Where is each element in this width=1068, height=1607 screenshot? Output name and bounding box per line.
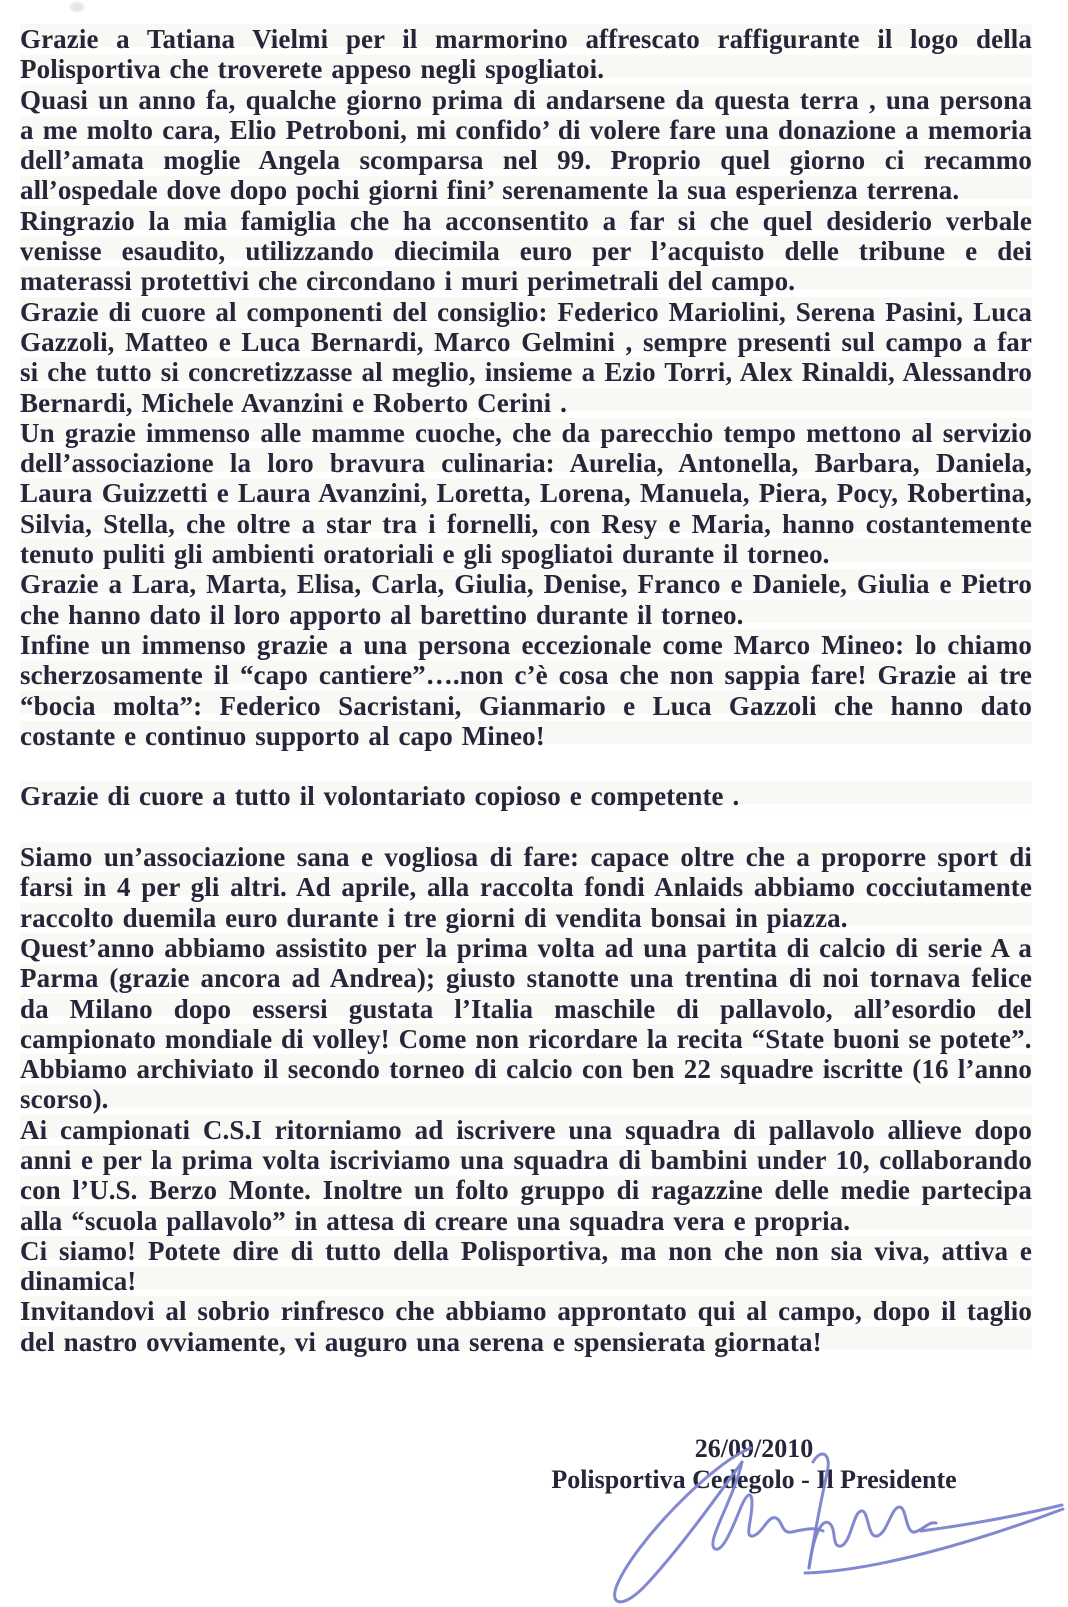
closing-signer: Polisportiva Cedegolo - Il Presidente [551, 1465, 957, 1494]
scan-artifact-speck [70, 2, 84, 12]
paragraph-5: Un grazie immenso alle mamme cuoche, che da parecchio tempo mettono al servizio dell’associazione la loro bravura culinaria: Aurelia, Antonella, Barbara, Daniela, Laura Guizzetti e Laura Avanzini, Loretta, Lorena, Manuela, Piera, Pocy, Robertina, Silvia, Stella, che oltre a star tra i fornelli, con Resy e Maria, hanno costantemente tenuto puliti gli ambienti oratoriali e gli spogliatoi durante il torneo. [20, 417, 1032, 570]
paragraph-4: Grazie di cuore al componenti del consiglio: Federico Mariolini, Serena Pasini, Luca Gazzoli, Matteo e Luca Bernardi, Marco Gelmini , sempre presenti sul campo a far si che tutto si concretizzasse al meglio, insieme a Ezio Torri, Alex Rinaldi, Alessandro Bernardi, Michele Avanzini e Roberto Cerini . [20, 296, 1032, 418]
paragraph-9: Siamo un’associazione sana e vogliosa di fare: capace oltre che a proporre sport di farsi in 4 per gli altri. Ad aprile, alla raccolta fondi Anlaids abbiamo cocciutamente raccolto duemila euro durante i tre giorni di vendita bonsai in piazza. [20, 842, 1032, 933]
paragraph-13: Ci siamo! Potete dire di tutto della Polisportiva, ma non che non sia viva, attiva e dinamica! [20, 1235, 1032, 1297]
paragraph-8: Grazie di cuore a tutto il volontariato copioso e competente . [20, 781, 1032, 811]
paragraph-10: Quest’anno abbiamo assistito per la prima volta ad una partita di calcio di serie A a Parma (grazie ancora ad Andrea); giusto stanotte una trentina di noi tornava felice da Milano dopo essersi gustata l’Italia maschile di pallavolo, all’esordio del campionato mondiale di volley! Come non ricordare la recita “State buoni se potete”. [20, 932, 1032, 1054]
paragraph-1: Grazie a Tatiana Vielmi per il marmorino affrescato raffigurante il logo della Polisportiva che troverete appeso negli spogliatoi. [20, 24, 1032, 85]
closing-date: 26/09/2010 [694, 1434, 814, 1463]
letter-body [20, 24, 1032, 1357]
paragraph-2: Quasi un anno fa, qualche giorno prima di andarsene da questa terra , una persona a me molto cara, Elio Petroboni, mi confido’ di volere fare una donazione a memoria dell’amata moglie Angela scomparsa nel 99. Proprio quel giorno ci recammo all’ospedale dove dopo pochi giorni fini’ serenamente la sua esperienza terrena. [20, 84, 1032, 206]
paragraph-3: Ringrazio la mia famiglia che ha acconsentito a far si che quel desiderio verbale venisse esaudito, utilizzando diecimila euro per l’acquisto delle tribune e dei materassi protettivi che circondano i muri perimetrali del campo. [20, 205, 1032, 297]
paragraph-14: Invitandovi al sobrio rinfresco che abbiamo approntato qui al campo, dopo il taglio del nastro ovviamente, vi auguro una serena e spensierata giornata! [20, 1296, 1032, 1357]
paragraph-11: Abbiamo archiviato il secondo torneo di calcio con ben 22 squadre iscritte (16 l’anno scorso). [20, 1054, 1032, 1115]
paragraph-6: Grazie a Lara, Marta, Elisa, Carla, Giulia, Denise, Franco e Daniele, Giulia e Pietro che hanno dato il loro apporto al barettino durante il torneo. [20, 569, 1032, 630]
paragraph-7: Infine un immenso grazie a una persona eccezionale come Marco Mineo: lo chiamo scherzosamente il “capo cantiere”….non c’è cosa che non sappia fare! Grazie ai tre “bocia molta”: Federico Sacristani, Gianmario e Luca Gazzoli che hanno dato costante e continuo supporto al capo Mineo! [20, 629, 1032, 751]
paragraph-12: Ai campionati C.S.I ritorniamo ad iscrivere una squadra di pallavolo allieve dopo anni e per la prima volta iscriviamo una squadra di bambini under 10, collaborando con l’U.S. Berzo Monte. Inoltre un folto gruppo di ragazzine delle medie partecipa alla “scuola pallavolo” in attesa di creare una squadra vera e propria. [20, 1114, 1032, 1236]
closing-block [494, 1433, 1014, 1495]
